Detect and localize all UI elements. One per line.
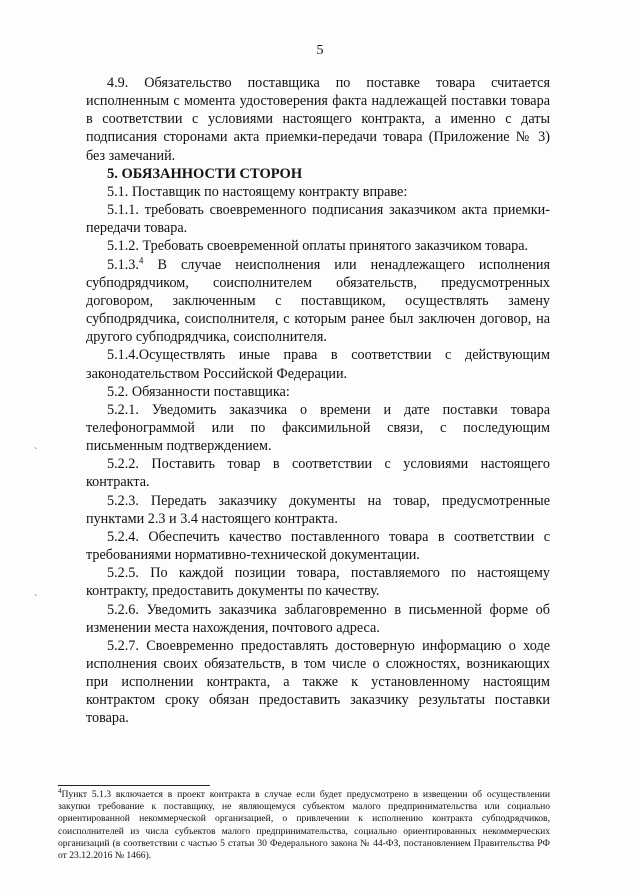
- clause-5-1-3-number: 5.1.3.: [107, 256, 139, 273]
- clause-5-2-7: 5.2.7. Своевременно предоставлять достоверную информацию о ходе исполнения своих обязательств, в том числе о сложностях, возникающих при исполнении контракта, а также к установленному настоящим контрактом сроку обязан предоставить заказчику результаты поставки товара.: [86, 637, 550, 727]
- clause-5-1-3: [86, 256, 550, 347]
- section-title: 5. ОБЯЗАННОСТИ СТОРОН: [107, 165, 303, 182]
- page-number: 5: [316, 43, 324, 58]
- scan-mark: `: [34, 447, 38, 458]
- footnote: [58, 786, 550, 862]
- scan-mark: `: [34, 594, 38, 605]
- clause-5-1-2: 5.1.2. Требовать своевременной оплаты принятого заказчиком товара.: [107, 238, 529, 255]
- clause-5-1: 5.1. Поставщик по настоящему контракту вправе:: [107, 183, 408, 200]
- clause-5-2-6: 5.2.6. Уведомить заказчика заблаговременно в письменной форме об изменении места нахождения, почтового адреса.: [86, 601, 550, 636]
- clause-5-2-3: 5.2.3. Передать заказчику документы на товар, предусмотренные пунктами 2.3 и 3.4 настоящего контракта.: [86, 492, 550, 527]
- footnote-reference: 4: [138, 254, 144, 265]
- footnote-text: Пункт 5.1.3 включается в проект контракта в случае если будет предусмотрено в извещении об осуществлении закупки требование к поставщику, не являющемуся субъектом малого предпринимательства или социально ориентированной некоммерческой организацией, о привлечении к исполнению контракта субподрядчиков, соисполнителей из числа субъектов малого предпринимательства, социально ориентированных некоммерческих организаций (в соответствии с частью 5 статьи 30 Федерального закона № 44-ФЗ, постановлением Правительства РФ от 23.12.2016 № 1466).: [58, 789, 550, 862]
- clause-5-2-4: 5.2.4. Обеспечить качество поставленного товара в соответствии с требованиями нормативно-технической документации.: [86, 528, 550, 564]
- document-body: [86, 74, 550, 728]
- clause-5-1-4: 5.1.4.Осуществлять иные права в соответствии с действующим законодательством Российской Федерации.: [86, 347, 550, 382]
- footnote-divider: [58, 785, 210, 786]
- clause-5-2-1: 5.2.1. Уведомить заказчика о времени и дате поставки товара телефонограммой или по факсимильной связи, с последующим письменным подтверждением.: [86, 401, 550, 455]
- clause-5-1-1: 5.1.1. требовать своевременного подписания заказчиком акта приемки-передачи товара.: [86, 202, 550, 237]
- clause-5-2-5: 5.2.5. По каждой позиции товара, поставляемого по настоящему контракту, предоставить документы по качеству.: [86, 565, 550, 600]
- clause-4-9: 4.9. Обязательство поставщика по поставке товара считается исполненным с момента удостоверения факта надлежащей поставки товара в соответствии с условиями настоящего контракта, а именно с даты подписания сторонами акта приемки-передачи товара (Приложение № 3) без замечаний.: [86, 75, 550, 164]
- clause-5-1-3-text: В случае неисполнения или ненадлежащего исполнения субподрядчиком, соисполнителем обязательств, предусмотренных договором, заключенным с поставщиком, осуществлять замену субподрядчика, соисполнителя, с которым ранее был заключен договор, на другого субподрядчика, соисполнителя.: [86, 256, 550, 346]
- clause-5-2: 5.2. Обязанности поставщика:: [107, 383, 290, 400]
- footnote-number: 4: [58, 786, 62, 795]
- clause-5-2-2: 5.2.2. Поставить товар в соответствии с условиями настоящего контракта.: [86, 456, 550, 491]
